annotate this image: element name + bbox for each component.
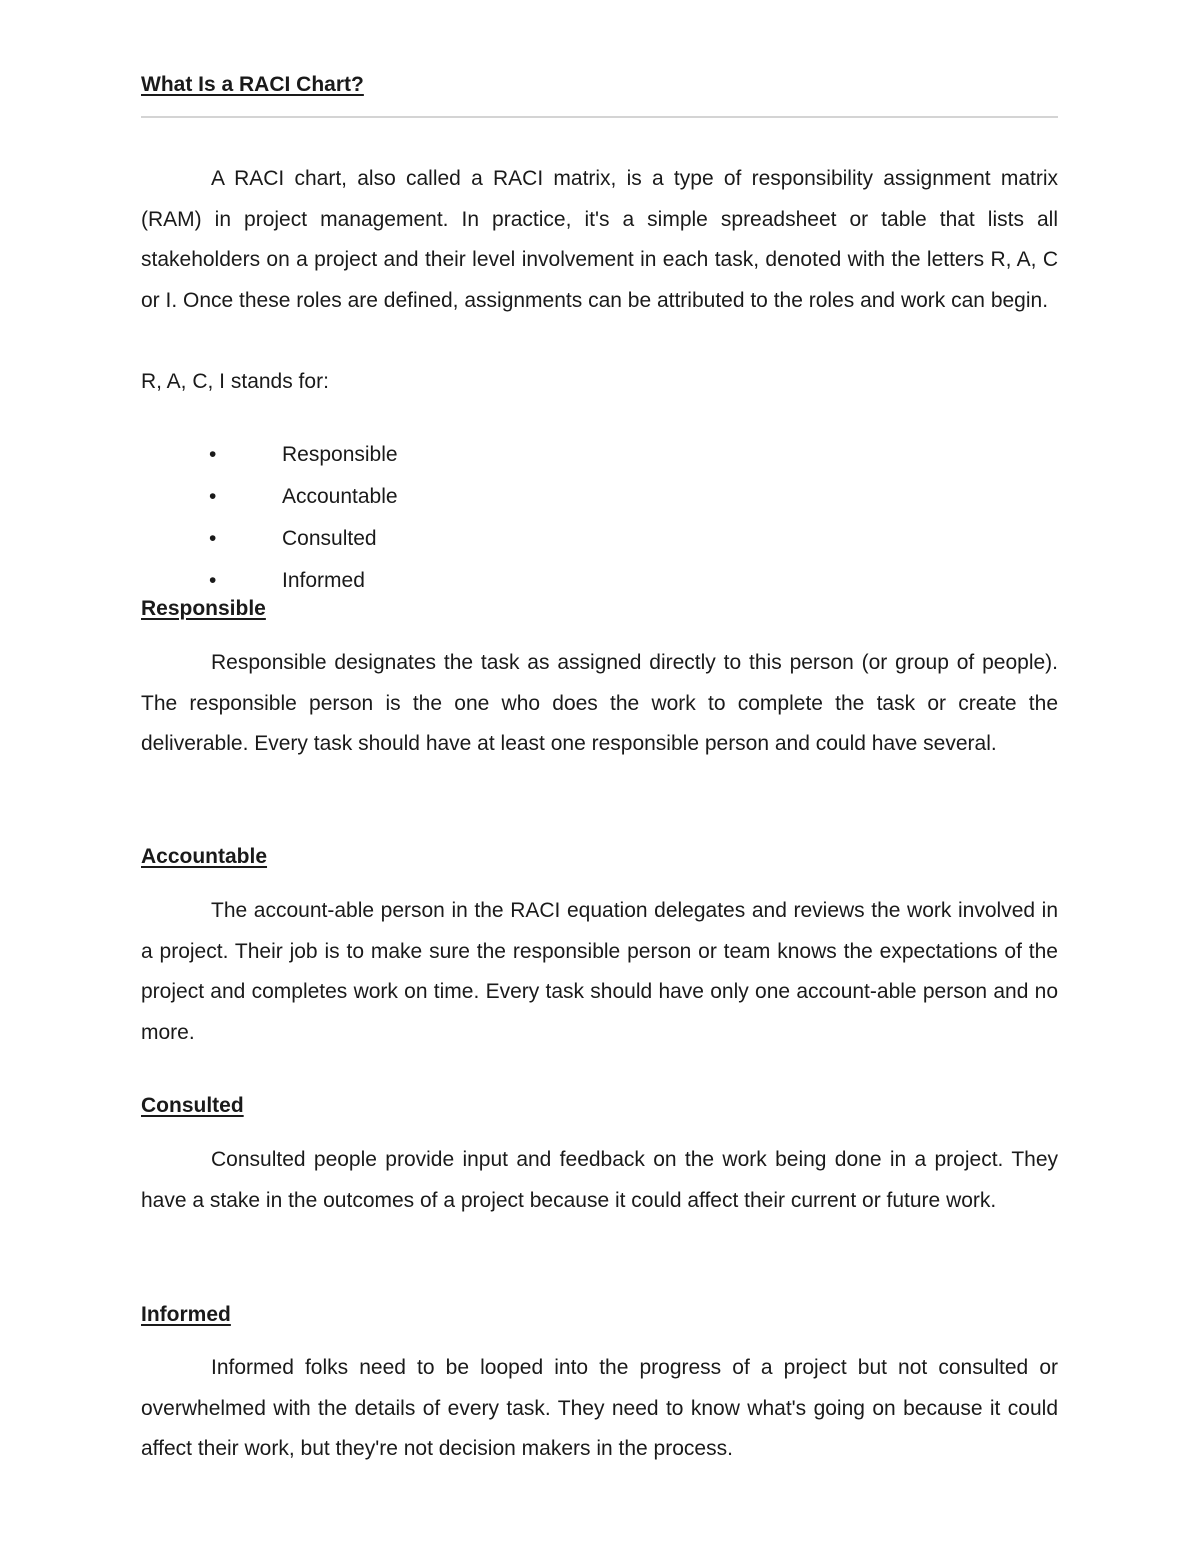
section-heading-responsible: Responsible [141, 597, 266, 620]
section-body-informed: Informed folks need to be looped into the progress of a project but not consulted or overwhelmed with the details of every task. They need to know what's going on because it could affect their work, but they're not decision makers in the process. [141, 1356, 1058, 1461]
section-body-responsible: Responsible designates the task as assigned directly to this person (or group of people). The responsible person is the one who does the work to complete the task or create the deliverable. Every task should have at least one responsible person and could have several. [141, 651, 1058, 756]
document-title: What Is a RACI Chart? [141, 73, 364, 96]
bullet-icon: • [209, 527, 217, 550]
list-item-label: Consulted [282, 527, 377, 550]
stands-for-label: R, A, C, I stands for: [141, 370, 329, 393]
bullet-icon: • [209, 485, 217, 508]
title-divider [141, 116, 1058, 118]
bullet-icon: • [209, 443, 217, 466]
section-body-consulted: Consulted people provide input and feedback on the work being done in a project. They have a stake in the outcomes of a project because it could affect their current or future work. [141, 1148, 1058, 1212]
list-item-label: Accountable [282, 485, 398, 508]
section-heading-consulted: Consulted [141, 1094, 244, 1117]
section-body-accountable: The account-able person in the RACI equation delegates and reviews the work involved in a project. Their job is to make sure the responsible person or team knows the expectations of the project and completes work on time. Every task should have only one account-able person and no more. [141, 899, 1058, 1045]
bullet-icon: • [209, 569, 217, 592]
section-heading-informed: Informed [141, 1303, 231, 1326]
section-heading-accountable: Accountable [141, 845, 268, 868]
list-item-label: Responsible [282, 443, 398, 466]
list-item-label: Informed [282, 569, 365, 592]
intro-paragraph: A RACI chart, also called a RACI matrix, is a type of responsibility assignment matrix (RAM) in project management. In practice, it's a simple spreadsheet or table that lists all stakeholders on a project and their level involvement in each task, denoted with the letters R, A, C or I. Once these roles are defined, assignments can be attributed to the roles and work can begin. [141, 167, 1058, 313]
